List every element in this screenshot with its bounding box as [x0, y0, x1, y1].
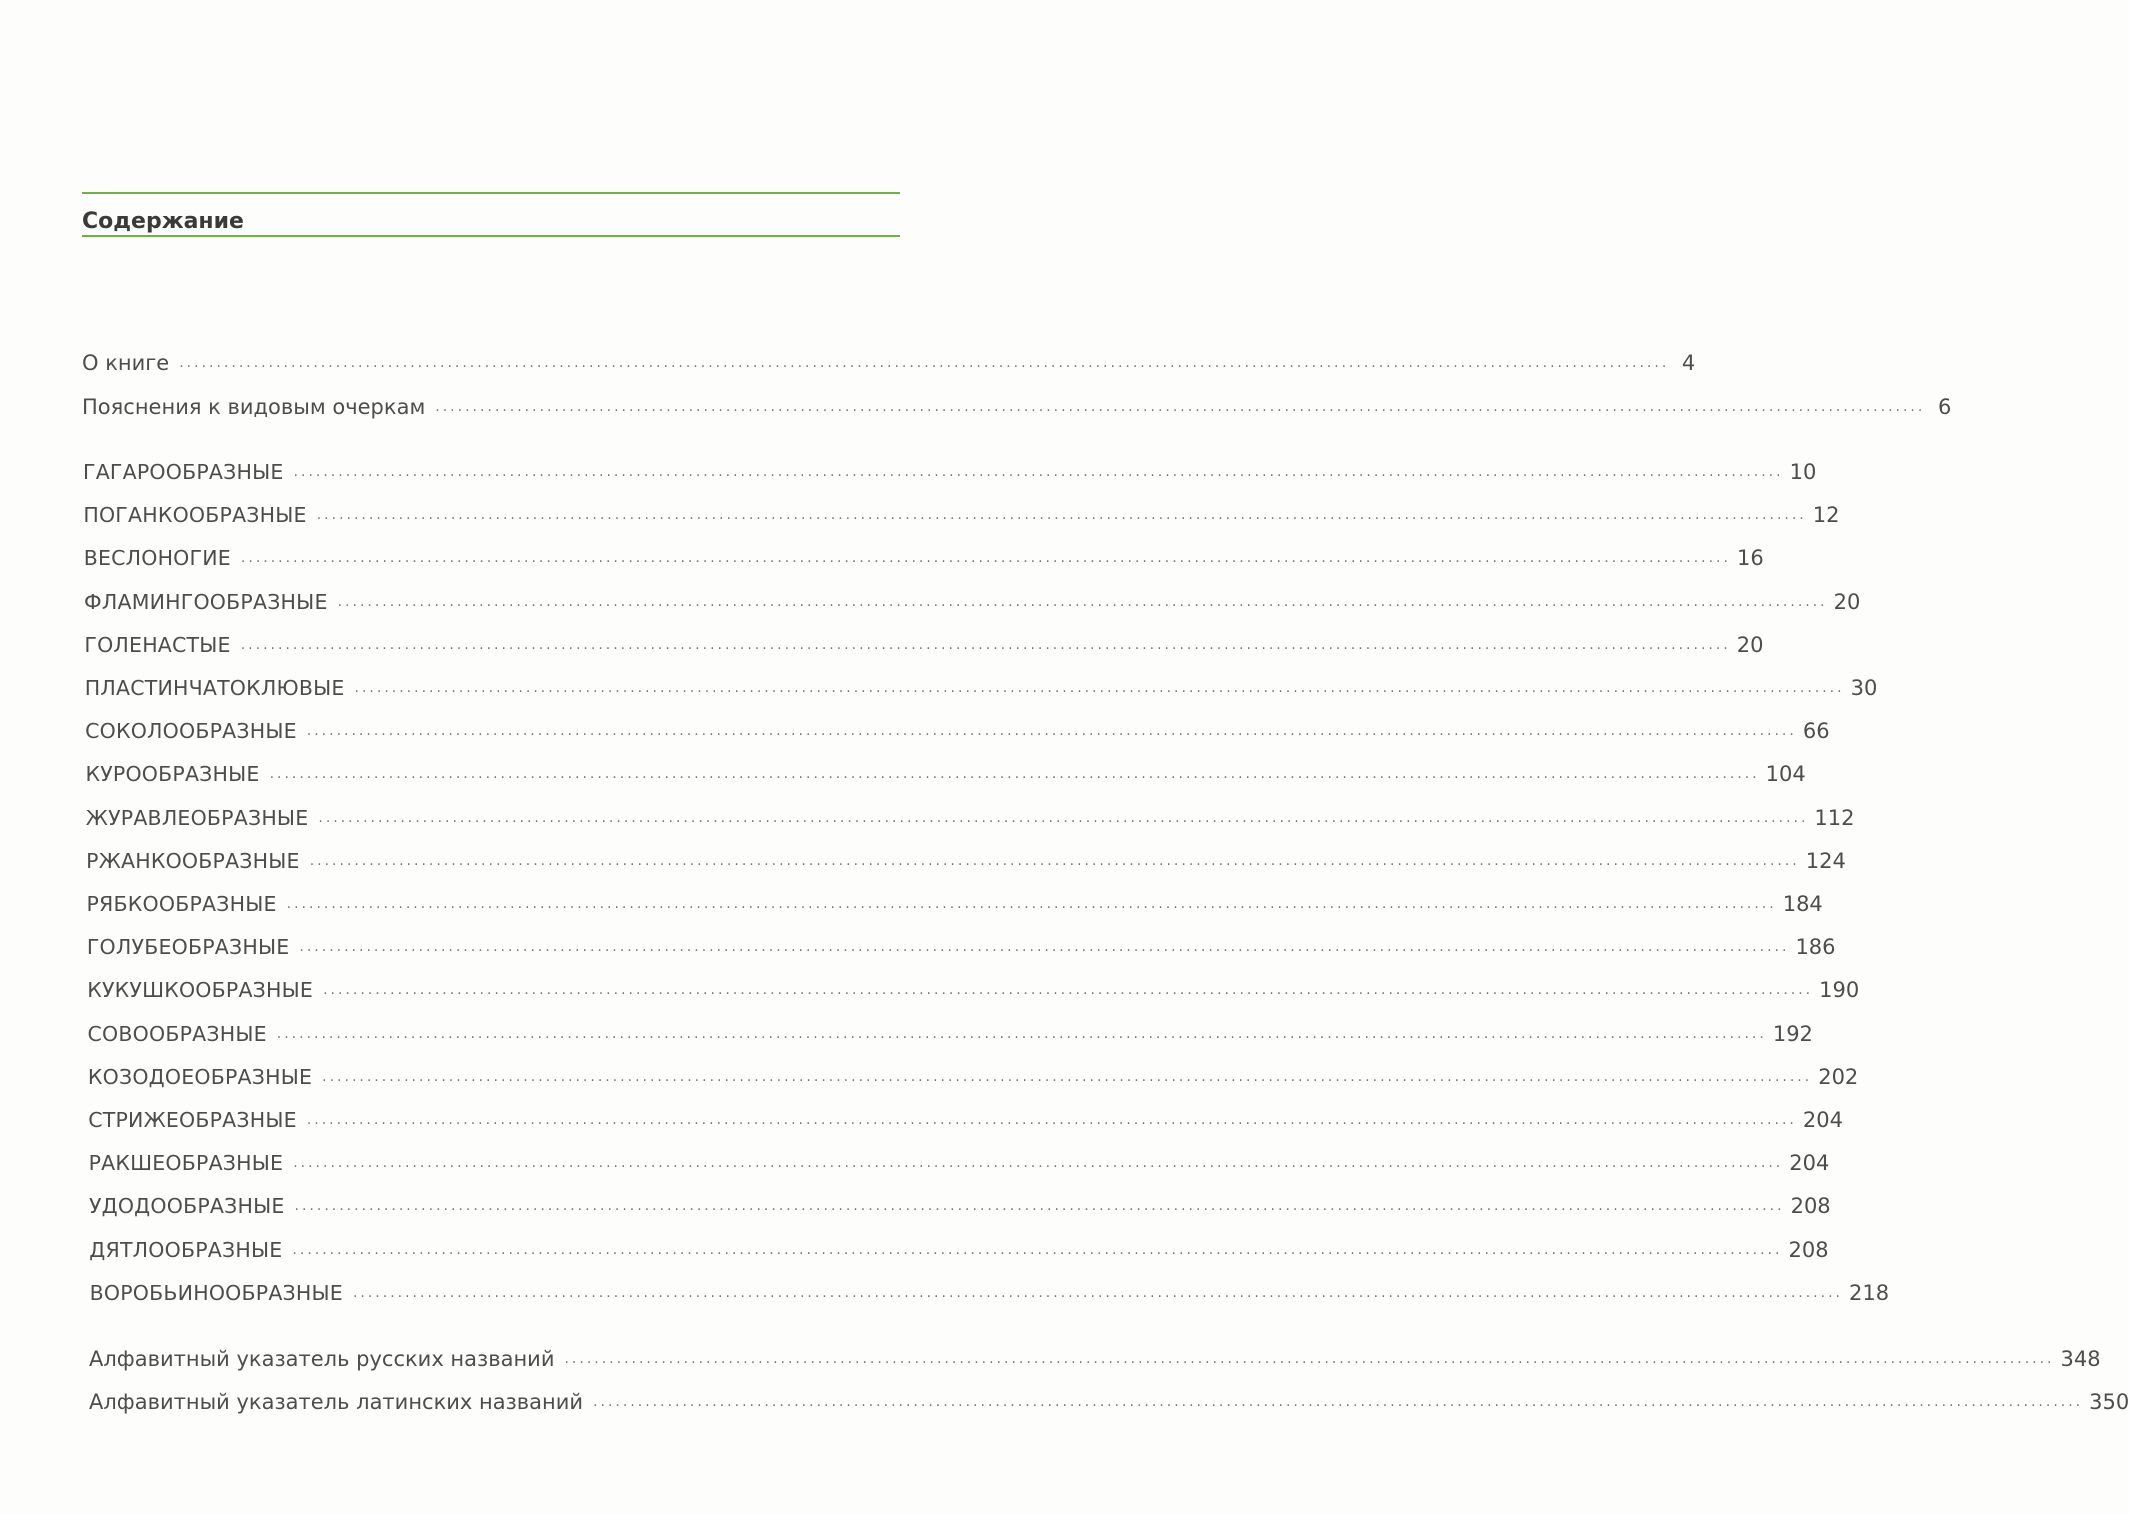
toc-entry	[84, 671, 1878, 701]
dot-leader: ........................................................................................................................................................................................................	[337, 593, 1828, 610]
toc-entry	[88, 1103, 1843, 1133]
toc-entry	[86, 887, 1823, 917]
toc-entry-label: ВЕСЛОНОГИЕ	[83, 546, 231, 571]
toc-entry-page: 190	[1819, 978, 1860, 1003]
toc-entry-label: О книге	[82, 351, 170, 375]
toc-entry-label: СОВООБРАЗНЫЕ	[87, 1021, 267, 1046]
toc-entry-label: ПОГАНКООБРАЗНЫЕ	[83, 503, 307, 528]
toc-entry	[82, 390, 1952, 420]
toc-entry-page: 202	[1818, 1064, 1859, 1089]
toc-entry-page: 186	[1795, 935, 1836, 960]
dot-leader: ........................................................................................................................................................................................................	[269, 766, 1760, 783]
toc-entry-label: КУКУШКООБРАЗНЫЕ	[87, 978, 314, 1003]
toc-entry-page: 192	[1772, 1021, 1813, 1046]
toc-entry-page: 184	[1782, 892, 1823, 916]
toc-entry-page: 6	[1937, 395, 1952, 419]
dot-leader: ........................................................................................................................................................................................................	[292, 1241, 1783, 1258]
dot-leader: ........................................................................................................................................................................................................	[306, 1112, 1797, 1128]
toc-entry-label: Алфавитный указатель русских названий	[89, 1347, 555, 1371]
toc-entry	[86, 930, 1836, 960]
toc-entry-page: 12	[1812, 503, 1840, 528]
toc-entry-page: 204	[1789, 1151, 1830, 1176]
toc-entry-label: Алфавитный указатель латинских названий	[89, 1390, 584, 1414]
toc-entry	[87, 973, 1860, 1003]
toc-entry	[86, 844, 1846, 874]
toc-entry-page: 20	[1736, 632, 1764, 657]
toc-entry-page: 30	[1850, 676, 1878, 700]
dot-leader: ........................................................................................................................................................................................................	[352, 1284, 1843, 1301]
toc-entry-page: 4	[1681, 351, 1696, 375]
dot-leader: ........................................................................................................................................................................................................	[323, 982, 1814, 999]
toc-entry-page: 16	[1736, 546, 1764, 571]
toc-entry	[83, 541, 1764, 571]
toc-entry-label: УДОДООБРАЗНЫЕ	[88, 1194, 285, 1219]
dot-leader: ........................................................................................................................................................................................................	[240, 550, 1731, 567]
toc-entry-page: 208	[1790, 1194, 1831, 1219]
toc-entry	[82, 346, 1696, 376]
dot-leader: ........................................................................................................................................................................................................	[276, 1025, 1767, 1042]
toc-entry	[84, 628, 1764, 658]
dot-leader: ........................................................................................................................................................................................................	[293, 464, 1784, 480]
toc-entry-page: 20	[1833, 589, 1861, 614]
toc-entry	[85, 714, 1830, 744]
toc-entry-page: 218	[1848, 1280, 1890, 1305]
dot-leader: ........................................................................................................................................................................................................	[593, 1394, 2084, 1410]
toc-entry	[83, 455, 1817, 485]
dot-leader: ........................................................................................................................................................................................................	[294, 1198, 1785, 1215]
dot-leader: ........................................................................................................................................................................................................	[435, 399, 1926, 415]
toc-entry-label: Пояснения к видовым очеркам	[82, 395, 426, 419]
toc-entry-label: ГОЛЕНАСТЫЕ	[84, 632, 231, 657]
dot-leader: ........................................................................................................................................................................................................	[322, 1068, 1813, 1085]
toc-entry	[85, 801, 1855, 831]
page-title: Содержание	[82, 209, 244, 234]
toc-entry	[83, 498, 1840, 528]
dot-leader: ........................................................................................................................................................................................................	[286, 896, 1777, 912]
toc-entry-label: СТРИЖЕОБРАЗНЫЕ	[88, 1108, 297, 1132]
toc-entry-label: ПЛАСТИНЧАТОКЛЮВЫЕ	[84, 676, 345, 700]
dot-leader: ........................................................................................................................................................................................................	[318, 809, 1809, 826]
toc-entry-label: ГАГАРООБРАЗНЫЕ	[83, 460, 284, 484]
toc-entry-label: КУРООБРАЗНЫЕ	[85, 762, 260, 787]
toc-entry-page: 124	[1805, 848, 1846, 873]
toc-entry-page: 208	[1788, 1237, 1829, 1262]
dot-leader: ........................................................................................................................................................................................................	[293, 1155, 1784, 1172]
dot-leader: ........................................................................................................................................................................................................	[564, 1351, 2055, 1367]
toc-entry-label: ГОЛУБЕОБРАЗНЫЕ	[86, 935, 290, 960]
toc-entry-page: 350	[2089, 1390, 2129, 1414]
toc-entry	[89, 1233, 1829, 1263]
toc-entry-page: 348	[2060, 1347, 2101, 1371]
toc-entry-label: КОЗОДОЕОБРАЗНЫЕ	[87, 1064, 313, 1089]
toc-entry	[87, 1060, 1859, 1090]
dot-leader: ........................................................................................................................................................................................................	[240, 636, 1731, 653]
toc-entry-page: 112	[1814, 805, 1855, 830]
toc-entry-label: РЯБКООБРАЗНЫЕ	[86, 892, 277, 916]
toc-entry-label: ДЯТЛООБРАЗНЫЕ	[89, 1237, 283, 1262]
dot-leader: ........................................................................................................................................................................................................	[306, 723, 1797, 740]
toc-entry-page: 66	[1802, 719, 1830, 744]
toc-entry	[89, 1342, 2101, 1372]
dot-leader: ........................................................................................................................................................................................................	[299, 939, 1790, 956]
toc-entry	[87, 1017, 1813, 1047]
dot-leader: ........................................................................................................................................................................................................	[354, 680, 1845, 696]
toc-entry-page: 204	[1802, 1108, 1843, 1132]
toc-entry-label: РАКШЕОБРАЗНЫЕ	[88, 1151, 284, 1176]
dot-leader: ........................................................................................................................................................................................................	[316, 507, 1807, 524]
toc-entry	[88, 1189, 1831, 1219]
toc-entry-label: ВОРОБЬИНООБРАЗНЫЕ	[89, 1280, 343, 1305]
toc-entry	[84, 585, 1861, 615]
toc-entry-label: СОКОЛООБРАЗНЫЕ	[85, 719, 297, 744]
toc-entry-page: 10	[1789, 460, 1817, 484]
dot-leader: ........................................................................................................................................................................................................	[309, 852, 1800, 869]
dot-leader: ........................................................................................................................................................................................................	[179, 355, 1670, 371]
toc-entry-label: ЖУРАВЛЕОБРАЗНЫЕ	[85, 805, 309, 830]
toc-entry	[89, 1276, 1890, 1306]
toc-entry	[88, 1146, 1830, 1176]
toc-entry-page: 104	[1765, 762, 1806, 787]
toc-entry-label: РЖАНКООБРАЗНЫЕ	[86, 848, 300, 873]
toc-entry	[89, 1385, 2129, 1415]
toc-entry	[85, 757, 1806, 787]
toc-entry-label: ФЛАМИНГООБРАЗНЫЕ	[84, 589, 328, 614]
